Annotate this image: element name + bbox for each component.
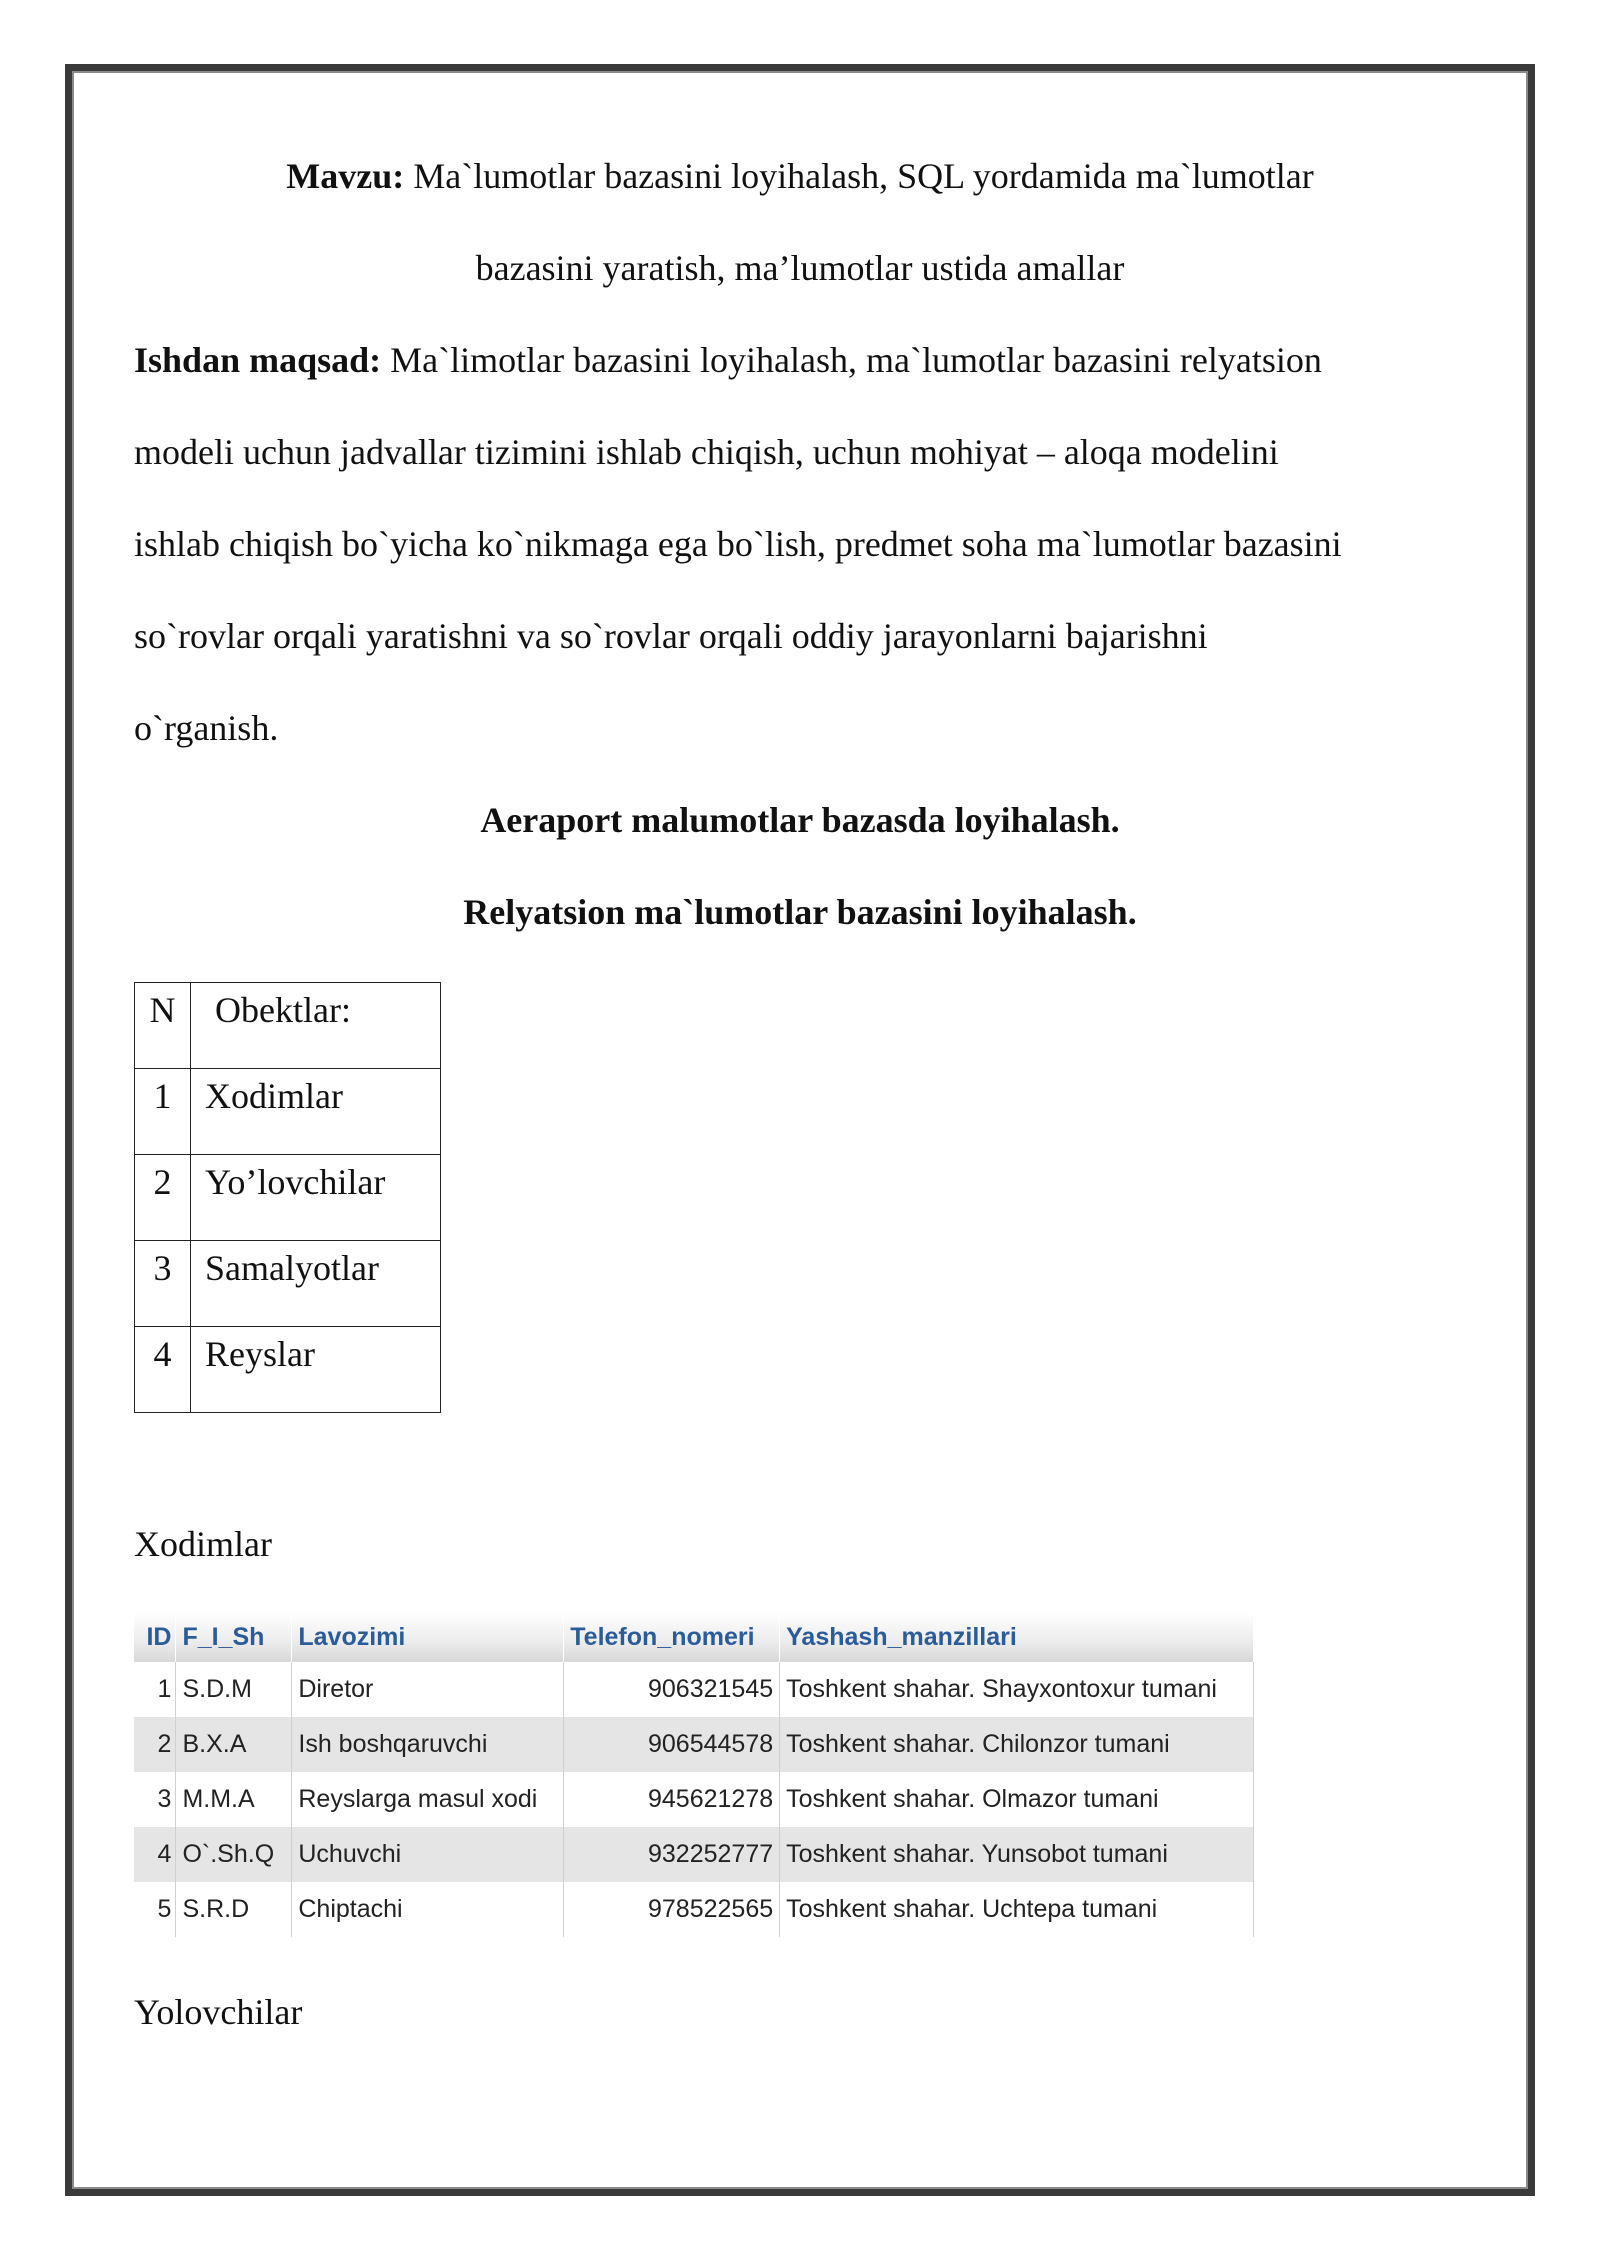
table-row: [135, 1327, 441, 1413]
cell-manzil: Toshkent shahar. Chilonzor tumani: [780, 1717, 1254, 1772]
object-name: Samalyotlar: [191, 1241, 441, 1327]
xodimlar-table-screenshot: [134, 1612, 1254, 1938]
goal-line-3: ishlab chiqish bo`yicha ko`nikmaga ega bo`lish, predmet soha ma`lumotlar bazasini: [134, 524, 1342, 564]
goal-label: Ishdan maqsad:: [134, 340, 382, 380]
xodimlar-label: Xodimlar: [134, 1524, 272, 1564]
cell-id: 5: [134, 1882, 176, 1937]
cell-fish: S.D.M: [176, 1662, 292, 1717]
topic-text-1: Ma`lumotlar bazasini loyihalash, SQL yordamida ma`lumotlar: [404, 156, 1314, 196]
column-header-manzil[interactable]: Yashash_manzillari: [780, 1612, 1254, 1662]
objects-header-name: Obektlar:: [191, 983, 441, 1069]
table-row: [134, 1772, 1254, 1827]
object-number: 1: [135, 1069, 191, 1155]
topic-line-2: bazasini yaratish, ma’lumotlar ustida amallar: [475, 248, 1125, 288]
cell-id: 2: [134, 1717, 176, 1772]
goal-line-5: o`rganish.: [134, 708, 279, 748]
object-number: 4: [135, 1327, 191, 1413]
cell-telefon: 932252777: [564, 1827, 780, 1882]
table-row: [134, 1717, 1254, 1772]
cell-id: 1: [134, 1662, 176, 1717]
cell-telefon: 906321545: [564, 1662, 780, 1717]
xodimlar-table: [134, 1612, 1254, 1937]
column-header-id[interactable]: ID: [134, 1612, 176, 1662]
cell-lavozimi: Diretor: [292, 1662, 564, 1717]
table-row: [135, 1069, 441, 1155]
yolovchilar-label: Yolovchilar: [134, 1992, 303, 2032]
cell-manzil: Toshkent shahar. Shayxontoxur tumani: [780, 1662, 1254, 1717]
topic-label: Mavzu:: [286, 156, 405, 196]
topic-line-1: [65, 154, 1535, 198]
xodimlar-table-header: [134, 1612, 1254, 1662]
objects-header-n: N: [135, 983, 191, 1069]
objects-table-header: [135, 983, 441, 1069]
cell-manzil: Toshkent shahar. Yunsobot tumani: [780, 1827, 1254, 1882]
cell-telefon: 978522565: [564, 1882, 780, 1937]
column-header-telefon[interactable]: Telefon_nomeri: [564, 1612, 780, 1662]
object-number: 2: [135, 1155, 191, 1241]
object-name: Yo’lovchilar: [191, 1155, 441, 1241]
cell-fish: S.R.D: [176, 1882, 292, 1937]
goal-text-1: Ma`limotlar bazasini loyihalash, ma`lumotlar bazasini relyatsion: [381, 340, 1322, 380]
object-number: 3: [135, 1241, 191, 1327]
cell-fish: O`.Sh.Q: [176, 1827, 292, 1882]
table-row: [135, 1241, 441, 1327]
section-heading-1: Aeraport malumotlar bazasda loyihalash.: [480, 800, 1120, 840]
table-row: [135, 1155, 441, 1241]
table-row: [134, 1882, 1254, 1937]
cell-lavozimi: Ish boshqaruvchi: [292, 1717, 564, 1772]
objects-table: [134, 982, 441, 1413]
column-header-lavozimi[interactable]: Lavozimi: [292, 1612, 564, 1662]
cell-id: 4: [134, 1827, 176, 1882]
object-name: Xodimlar: [191, 1069, 441, 1155]
cell-fish: B.X.A: [176, 1717, 292, 1772]
goal-line-1: [134, 338, 1322, 382]
cell-fish: M.M.A: [176, 1772, 292, 1827]
cell-lavozimi: Reyslarga masul xodi: [292, 1772, 564, 1827]
cell-manzil: Toshkent shahar. Olmazor tumani: [780, 1772, 1254, 1827]
object-name: Reyslar: [191, 1327, 441, 1413]
table-row: [134, 1827, 1254, 1882]
cell-lavozimi: Chiptachi: [292, 1882, 564, 1937]
cell-lavozimi: Uchuvchi: [292, 1827, 564, 1882]
cell-id: 3: [134, 1772, 176, 1827]
column-header-fish[interactable]: F_I_Sh: [176, 1612, 292, 1662]
section-heading-2: Relyatsion ma`lumotlar bazasini loyihalash.: [463, 892, 1137, 932]
cell-manzil: Toshkent shahar. Uchtepa tumani: [780, 1882, 1254, 1937]
cell-telefon: 945621278: [564, 1772, 780, 1827]
goal-line-2: modeli uchun jadvallar tizimini ishlab chiqish, uchun mohiyat – aloqa modelini: [134, 432, 1279, 472]
table-row: [134, 1662, 1254, 1717]
cell-telefon: 906544578: [564, 1717, 780, 1772]
goal-line-4: so`rovlar orqali yaratishni va so`rovlar orqali oddiy jarayonlarni bajarishni: [134, 616, 1208, 656]
